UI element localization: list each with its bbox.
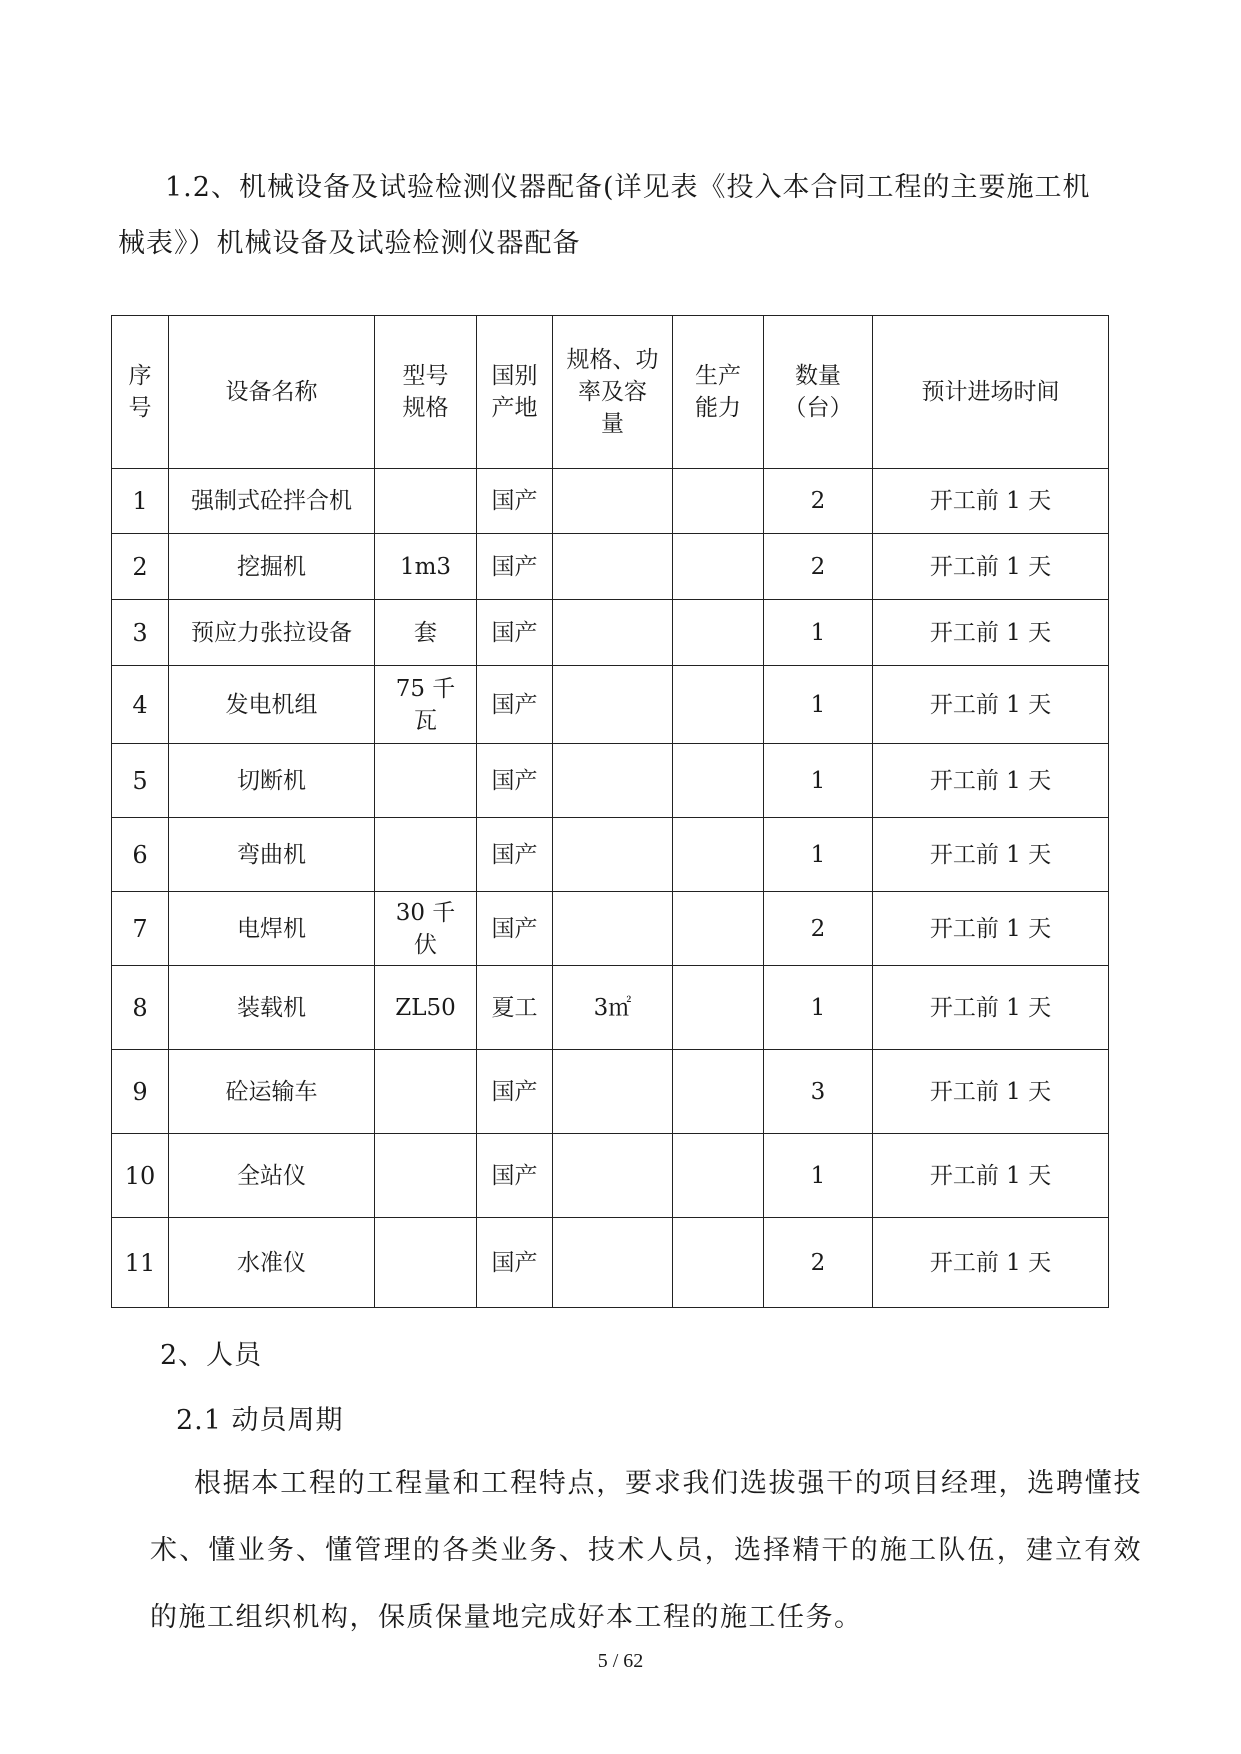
cell-origin: 国产 <box>477 600 553 666</box>
cell-model <box>375 469 477 534</box>
mobilization-paragraph: 根据本工程的工程量和工程特点，要求我们选拔强干的项目经理，选聘懂技术、懂业务、懂管理的各类业务、技术人员，选择精干的施工队伍，建立有效的施工组织机构，保质保量地完成好本工程的施工任务。 <box>150 1468 1142 1633</box>
header-quantity: 数量 （台） <box>764 316 873 469</box>
table-row <box>112 666 1109 744</box>
cell-spec <box>553 892 673 966</box>
header-index: 序 号 <box>112 316 169 469</box>
cell-origin: 国产 <box>477 1050 553 1134</box>
cell-quantity: 1 <box>764 966 873 1050</box>
cell-name: 电焊机 <box>169 892 375 966</box>
cell-arrival: 开工前 1 天 <box>873 600 1109 666</box>
header-spec: 规格、功 率及容 量 <box>553 316 673 469</box>
cell-quantity: 1 <box>764 600 873 666</box>
cell-origin: 国产 <box>477 1134 553 1218</box>
cell-spec <box>553 600 673 666</box>
cell-model: 套 <box>375 600 477 666</box>
table-row <box>112 600 1109 666</box>
cell-index: 2 <box>112 534 169 600</box>
cell-spec <box>553 534 673 600</box>
cell-capacity <box>673 1050 764 1134</box>
cell-origin: 国产 <box>477 469 553 534</box>
cell-capacity <box>673 966 764 1050</box>
heading-line-1: 1.2、机械设备及试验检测仪器配备(详见表《投入本合同工程的主要施工机 <box>165 172 1091 203</box>
cell-name: 弯曲机 <box>169 818 375 892</box>
cell-arrival: 开工前 1 天 <box>873 966 1109 1050</box>
cell-index: 10 <box>112 1134 169 1218</box>
section-2-title: 2、人员 <box>160 1340 263 1371</box>
cell-origin: 夏工 <box>477 966 553 1050</box>
cell-capacity <box>673 892 764 966</box>
cell-name: 装载机 <box>169 966 375 1050</box>
header-model: 型号 规格 <box>375 316 477 469</box>
cell-origin: 国产 <box>477 818 553 892</box>
cell-capacity <box>673 1218 764 1308</box>
cell-quantity: 2 <box>764 534 873 600</box>
cell-quantity: 1 <box>764 666 873 744</box>
cell-capacity <box>673 1134 764 1218</box>
cell-quantity: 2 <box>764 1218 873 1308</box>
cell-quantity: 1 <box>764 744 873 818</box>
cell-name: 全站仪 <box>169 1134 375 1218</box>
cell-name: 水准仪 <box>169 1218 375 1308</box>
cell-index: 1 <box>112 469 169 534</box>
cell-arrival: 开工前 1 天 <box>873 469 1109 534</box>
cell-index: 9 <box>112 1050 169 1134</box>
cell-model <box>375 1218 477 1308</box>
cell-capacity <box>673 600 764 666</box>
page-number: 5 / 62 <box>597 1650 644 1672</box>
cell-quantity: 3 <box>764 1050 873 1134</box>
cell-capacity <box>673 469 764 534</box>
cell-capacity <box>673 534 764 600</box>
table-row <box>112 469 1109 534</box>
header-arrival: 预计进场时间 <box>873 316 1109 469</box>
cell-index: 3 <box>112 600 169 666</box>
cell-arrival: 开工前 1 天 <box>873 534 1109 600</box>
cell-quantity: 1 <box>764 818 873 892</box>
cell-spec <box>553 469 673 534</box>
cell-spec <box>553 1050 673 1134</box>
table-row <box>112 534 1109 600</box>
cell-quantity: 1 <box>764 1134 873 1218</box>
cell-arrival: 开工前 1 天 <box>873 1218 1109 1308</box>
cell-name: 切断机 <box>169 744 375 818</box>
cell-name: 预应力张拉设备 <box>169 600 375 666</box>
cell-arrival: 开工前 1 天 <box>873 666 1109 744</box>
cell-origin: 国产 <box>477 1218 553 1308</box>
cell-model: 30 千 伏 <box>375 892 477 966</box>
cell-model: 1m3 <box>375 534 477 600</box>
cell-model <box>375 1134 477 1218</box>
cell-model <box>375 818 477 892</box>
cell-name: 砼运输车 <box>169 1050 375 1134</box>
cell-spec <box>553 744 673 818</box>
cell-spec <box>553 1218 673 1308</box>
cell-name: 挖掘机 <box>169 534 375 600</box>
cell-arrival: 开工前 1 天 <box>873 818 1109 892</box>
cell-name: 强制式砼拌合机 <box>169 469 375 534</box>
table-header-row <box>112 316 1109 469</box>
cell-index: 7 <box>112 892 169 966</box>
cell-name: 发电机组 <box>169 666 375 744</box>
table-row <box>112 818 1109 892</box>
cell-quantity: 2 <box>764 892 873 966</box>
header-name: 设备名称 <box>169 316 375 469</box>
cell-arrival: 开工前 1 天 <box>873 744 1109 818</box>
cell-model: 75 千 瓦 <box>375 666 477 744</box>
cell-origin: 国产 <box>477 892 553 966</box>
table-row <box>112 744 1109 818</box>
cell-index: 6 <box>112 818 169 892</box>
cell-arrival: 开工前 1 天 <box>873 892 1109 966</box>
cell-index: 8 <box>112 966 169 1050</box>
cell-origin: 国产 <box>477 534 553 600</box>
cell-capacity <box>673 744 764 818</box>
cell-index: 4 <box>112 666 169 744</box>
table-row <box>112 1218 1109 1308</box>
cell-spec: 3㎡ <box>553 966 673 1050</box>
cell-origin: 国产 <box>477 666 553 744</box>
cell-spec <box>553 818 673 892</box>
cell-spec <box>553 1134 673 1218</box>
table-row <box>112 966 1109 1050</box>
cell-spec <box>553 666 673 744</box>
header-origin: 国别 产地 <box>477 316 553 469</box>
cell-arrival: 开工前 1 天 <box>873 1134 1109 1218</box>
cell-origin: 国产 <box>477 744 553 818</box>
cell-model <box>375 1050 477 1134</box>
cell-quantity: 2 <box>764 469 873 534</box>
header-capacity: 生产 能力 <box>673 316 764 469</box>
table-body <box>112 469 1109 1308</box>
section-2-1-title: 2.1 动员周期 <box>176 1405 344 1436</box>
table-row <box>112 1134 1109 1218</box>
heading-line-2: 械表》）机械设备及试验检测仪器配备 <box>118 228 581 259</box>
table-row <box>112 1050 1109 1134</box>
cell-model: ZL50 <box>375 966 477 1050</box>
table-row <box>112 892 1109 966</box>
cell-index: 11 <box>112 1218 169 1308</box>
cell-capacity <box>673 818 764 892</box>
cell-capacity <box>673 666 764 744</box>
cell-index: 5 <box>112 744 169 818</box>
cell-model <box>375 744 477 818</box>
section-heading-1-2 <box>118 160 1140 272</box>
equipment-table <box>111 315 1109 1308</box>
cell-arrival: 开工前 1 天 <box>873 1050 1109 1134</box>
